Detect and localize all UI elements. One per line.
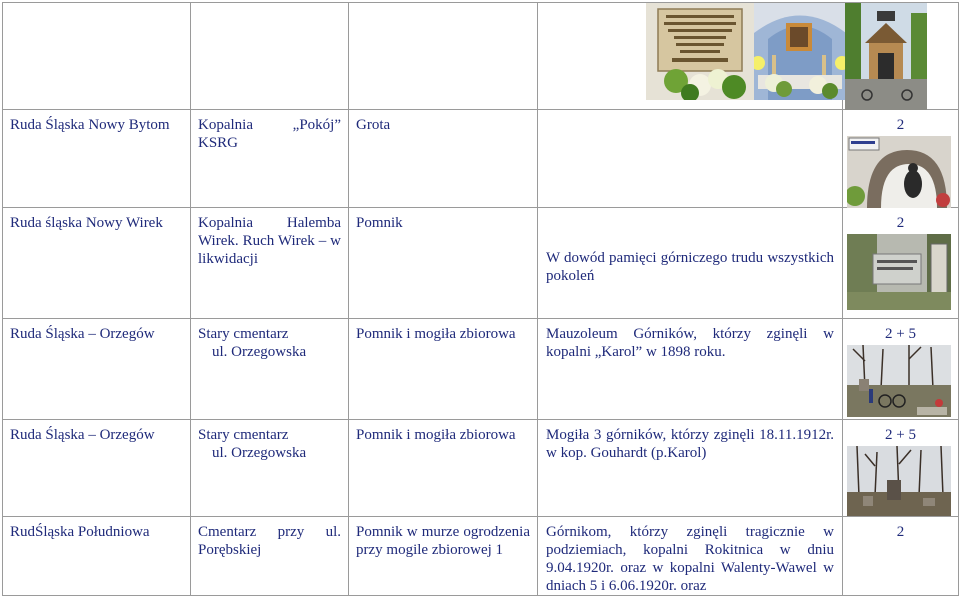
site-text: Kopalnia Halemba Wirek. Ruch Wirek – w likwidacji — [198, 215, 341, 267]
cell-site — [191, 110, 349, 208]
description-text: Mauzoleum Górników, którzy zginęli w kopalni „Karol” w 1898 roku. — [546, 326, 834, 360]
cell-description — [538, 110, 843, 208]
location-text: Ruda Śląska Nowy Bytom — [10, 117, 170, 133]
cell-type — [349, 110, 538, 208]
cell-location — [3, 420, 191, 517]
cell-description — [538, 420, 843, 517]
cell-type — [349, 3, 538, 110]
cell-location — [3, 208, 191, 319]
grotto-statue-photo — [847, 136, 951, 208]
site-line-2: ul. Orzegowska — [212, 344, 307, 360]
memorials-table — [2, 2, 959, 596]
cell-site — [191, 517, 349, 596]
cell-description — [538, 319, 843, 420]
cell-description — [538, 208, 843, 319]
table-row — [3, 110, 959, 208]
count-text: 2 + 5 — [885, 427, 916, 443]
plaque-photo — [646, 3, 754, 100]
count-text: 2 — [896, 524, 905, 540]
cemetery-photo-1 — [847, 345, 951, 417]
count-text: 2 — [896, 215, 905, 231]
cell-count — [843, 110, 959, 208]
type-text: Grota — [356, 117, 391, 133]
site-line-1: Stary cmentarz — [198, 326, 289, 342]
cell-site — [191, 319, 349, 420]
cell-site — [191, 208, 349, 319]
location-text: Ruda śląska Nowy Wirek — [10, 215, 163, 231]
site-text — [191, 319, 348, 361]
description-text: W dowód pamięci górniczego trudu wszystkich pokoleń — [546, 250, 834, 284]
cell-location — [3, 3, 191, 110]
cell-site — [191, 3, 349, 110]
table-row — [3, 208, 959, 319]
site-line-1: Stary cmentarz — [198, 427, 289, 443]
site-text: Kopalnia „Pokój” KSRG — [198, 117, 341, 151]
cell-count — [843, 420, 959, 517]
cell-type — [349, 208, 538, 319]
cell-location — [3, 319, 191, 420]
description-text: Górnikom, którzy zginęli tragicznie w podziemiach, kopalni Rokitnica w dniu 9.04.1920r. oraz w kopalni Walenty-Wawel w dniach 5 i 6.06.1920r. oraz — [546, 524, 834, 594]
cell-count — [843, 3, 959, 110]
type-text: Pomnik — [356, 215, 403, 231]
cell-count — [843, 319, 959, 420]
type-text: Pomnik i mogiła zbiorowa — [356, 427, 516, 443]
table-row — [3, 319, 959, 420]
cell-type — [349, 420, 538, 517]
location-text: RudŚląska Południowa — [10, 524, 150, 540]
location-text: Ruda Śląska – Orzegów — [10, 326, 155, 342]
count-text: 2 + 5 — [885, 326, 916, 342]
cell-count — [843, 517, 959, 596]
type-text: Pomnik w murze ogrodzenia przy mogile zbiorowej 1 — [356, 524, 530, 558]
cell-type — [349, 517, 538, 596]
table-row — [3, 3, 959, 110]
cemetery-photo-2 — [847, 446, 951, 516]
description-text: Mogiła 3 górników, którzy zginęli 18.11.1912r. w kop. Gouhardt (p.Karol) — [546, 427, 834, 461]
type-text: Pomnik i mogiła zbiorowa — [356, 326, 516, 342]
table-row — [3, 517, 959, 596]
cell-location — [3, 110, 191, 208]
cell-count — [843, 208, 959, 319]
cell-site — [191, 420, 349, 517]
table-row — [3, 420, 959, 517]
monument-plaque-photo — [847, 234, 951, 310]
location-text: Ruda Śląska – Orzegów — [10, 427, 155, 443]
site-line-2: ul. Orzegowska — [212, 445, 307, 461]
cell-description — [538, 517, 843, 596]
site-text: Cmentarz przy ul. Porębskiej — [198, 524, 341, 558]
gate-photo — [845, 3, 927, 110]
site-text — [191, 420, 348, 462]
count-text: 2 — [896, 117, 905, 133]
cell-type — [349, 319, 538, 420]
cell-location — [3, 517, 191, 596]
